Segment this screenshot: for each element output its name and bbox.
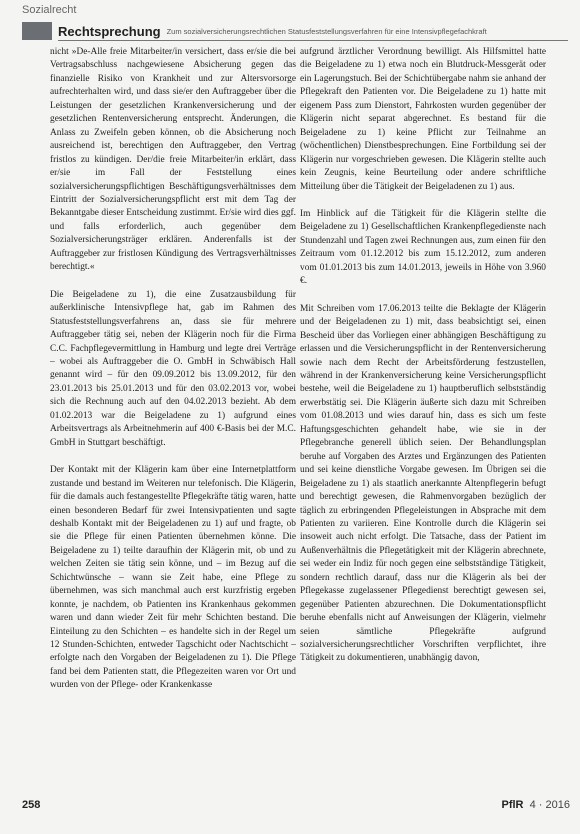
left-column — [50, 46, 296, 707]
paragraph: aufgrund ärztlicher Verordnung bewilligt. Als Hilfsmittel hatte die Beigeladene zu 1) etwa noch ein Blutdruck-Messgerät oder ein Lagerungstuch. Bei der Schichtübergabe nahm sie anhand der Pflegekraft den Patienten vor. Die Beigeladene zu 1) hatte mit eigenem Pass zum Dienstort, Fahrkosten wurden gegenüber der Klägerin nicht separat abgerechnet. Es bestand für die Beigeladene zu 1) keine Pflicht zur Teilnahme an (wöchentlichen) Dienstbesprechungen. Eine Fortbildung sei der Klägerin nur vorgeschrieben gewesen. Die Klägerin stellte auch kein Zeugnis, keine Beurteilung oder andere schriftliche Mitteilung über die Tätigkeit der Beigeladenen zu 1) aus. — [300, 47, 546, 192]
page-header — [58, 22, 568, 40]
header-subtitle: Zum sozialversicherungsrechtlichen Statusfeststellungsverfahren für eine Intensivpflegefachkraft — [166, 26, 487, 36]
header-rule — [58, 40, 568, 41]
right-column — [300, 46, 546, 680]
paragraph: Mit Schreiben vom 17.06.2013 teilte die Beklagte der Klägerin und der Beigeladenen zu 1) mit, dass beabsichtigt sei, einen Bescheid über das Vorliegen einer abhängigen Beschäftigung zu erlassen und die Versicherungspflicht in der Rentenversicherung sowie nach dem Recht der Arbeitsförderung festzustellen, während in der Krankenversicherung keine Versicherungspflicht bestehe, weil die Beigeladene zu 1) hauptberuflich selbstständig erwerbstätig sei. Die Klägerin äußerte sich dazu mit Schreiben vom 01.08.2013 und wies darauf hin, dass es sich um feste Haftungsgeschichten gehandelt habe, wie sie in der Pflegebranche generell üblich seien. Der Behandlungsplan beruhe auf Vorgaben des Arztes und Ergänzungen des Patienten und sei keine dienstliche Vorgabe gewesen. Im Übrigen sei die Beigeladene zu 1) als staatlich anerkannte Altenpflegerin befugt und berechtigt gewesen, die Rahmenvorgaben bezüglich der täglich zu erbringenden Pflegeleistungen in Absprache mit dem Patienten zu variieren. Eine Kontrolle durch die Klägerin sei insoweit auch nicht erfolgt. Die Tatsache, dass der Patient im Außenverhältnis die Pflegetätigkeit mit der Klägerin abrechnete, sei weder ein Indiz für noch gegen eine selbstständige Tätigkeit, sondern rechtlich darauf, dass nur die Klägerin als bei der Pflegekasse zugelassener Pflegedienst berechtigt gewesen sei, gegenüber Patienten abzurechnen. Die Dokumentationspflicht beruhe ebenfalls nicht auf Anweisungen der Klägerin, vielmehr seien sämtliche Pflegekräfte aufgrund sozialversicherungsrechtlicher Vorschriften verpflichtet, ihre Tätigkeit zu dokumentieren, unabhängig davon, — [300, 303, 546, 664]
paragraph: Die Beigeladene zu 1), die eine Zusatzausbildung für außerklinische Intensivpflege hat, gab im Rahmen des Statusfeststellungsverfahrens an, dass sie für mehrere Auftraggeber tätig sei, neben der Klägerin noch für die Firma C.C. Fachpflegevermittlung in Hamburg und legte drei Verträge – wobei als Auftraggeber die O. GmbH in Schwäbisch Hall genannt wird – für den 09.09.2012 bis 13.09.2012, für den 23.01.2013 bis 25.01.2013 und für den 03.02.2013 vor, wobei sich die Rechnung auch auf den 04.02.2013 bezieht. Ab dem 01.02.2013 war die Beigeladene zu 1) aufgrund eines Arbeitsvertrags als Arbeitnehmerin auf 400 €-Basis bei der M.C. GmbH in Stuttgart beschäftigt. — [50, 289, 296, 448]
section-label: Sozialrecht — [22, 4, 77, 16]
header-color-block — [22, 22, 52, 40]
page-number: 258 — [22, 799, 41, 811]
journal-name: PflR — [501, 799, 524, 811]
journal-issue — [502, 799, 571, 811]
page-footer — [22, 799, 570, 817]
paragraph: Im Hinblick auf die Tätigkeit für die Klägerin stellte die Beigeladene zu 1) Gesellschaftlichen Krankenpflegedienste nach Stundenzahl und Tagen zwei Rechnungen aus, zum einen für den Zeitraum vom 01.12.2012 bis zum 15.12.2012, zum anderen vom 01.01.2013 bis zum 14.01.2013, jeweils in Höhe von 3.960 €. — [300, 208, 546, 287]
issue-number: 4 · 2016 — [529, 799, 570, 811]
paragraph: nicht »De-Alle freie Mitarbeiter/in versichert, dass er/sie die bei Vertragsabschluss nachgewiesene Absicherung gegen das finanzielle Risiko von Krankheit und zur Altersvorsorge aufrechterhalten wird, und dass sie/er den Auftraggeber über die Leistungen der gesetzlichen Krankenversicherung und der gesetzlichen Rentenversicherung entsprecht. Änderungen, die Anlass zu Zweifeln geben können, ob die Absicherung noch ausreichend ist, berechtigen den Auftraggeber, den Vertrag fristlos zu kündigen. Der/die freie Mitarbeiter/in erklärt, dass er/sie im Fall der Feststellung eines sozialversicherungspflichtigen Beschäftigungsverhältnisses dem Eintritt der Sozialversicherungspflicht erst mit dem Tag der Bekanntgabe dieser Entscheidung zustimmt. Er/sie wird dies ggf. und falls erforderlich, auch gegenüber dem Sozialversicherungsträger erklären. Anderenfalls ist der Auftraggeber zur fristlosen Kündigung des Vertragsverhältnisses berechtigt.« — [50, 47, 296, 273]
header-title: Rechtsprechung — [58, 23, 161, 39]
paragraph: Der Kontakt mit der Klägerin kam über eine Internetplattform zustande und bestand im Weiteren nur telefonisch. Die Klägerin, für die damals auch festangestellte Pflegekräfte tätig waren, hatte einen besonderen Bedarf für zwei Intensivpatienten und sagte deshalb Kontakt mit der Beigeladenen zu 1) auf und fragte, ob sie die Pflege für einen Patienten übernehmen könne. Die Beigeladene zu 1) teilte daraufhin der Klägerin mit, ob und zu welchen Zeiten sie tätig sein könne, und – im Bezug auf die Schichtwünsche – wann sie Zeit habe, eine Pflege zu übernehmen, was sich manchmal auch erst kurzfristig ergeben konnte, je nachdem, ob Patienten ins Krankenhaus gekommen waren und dann wieder Zeit für mehr Schichten bestand. Die Einteilung zu den Schichten – es handelte sich in der Regel um 12 Stunden-Schichten, entweder Tagschicht oder Nachtschicht – erfolgte nach den Vorgaben der Beigeladenen zu 1). Die Pflege fand bei dem Patienten statt, die Pflegezeiten waren vor Ort und wurden von der Pflege- oder Krankenkasse — [50, 465, 296, 691]
